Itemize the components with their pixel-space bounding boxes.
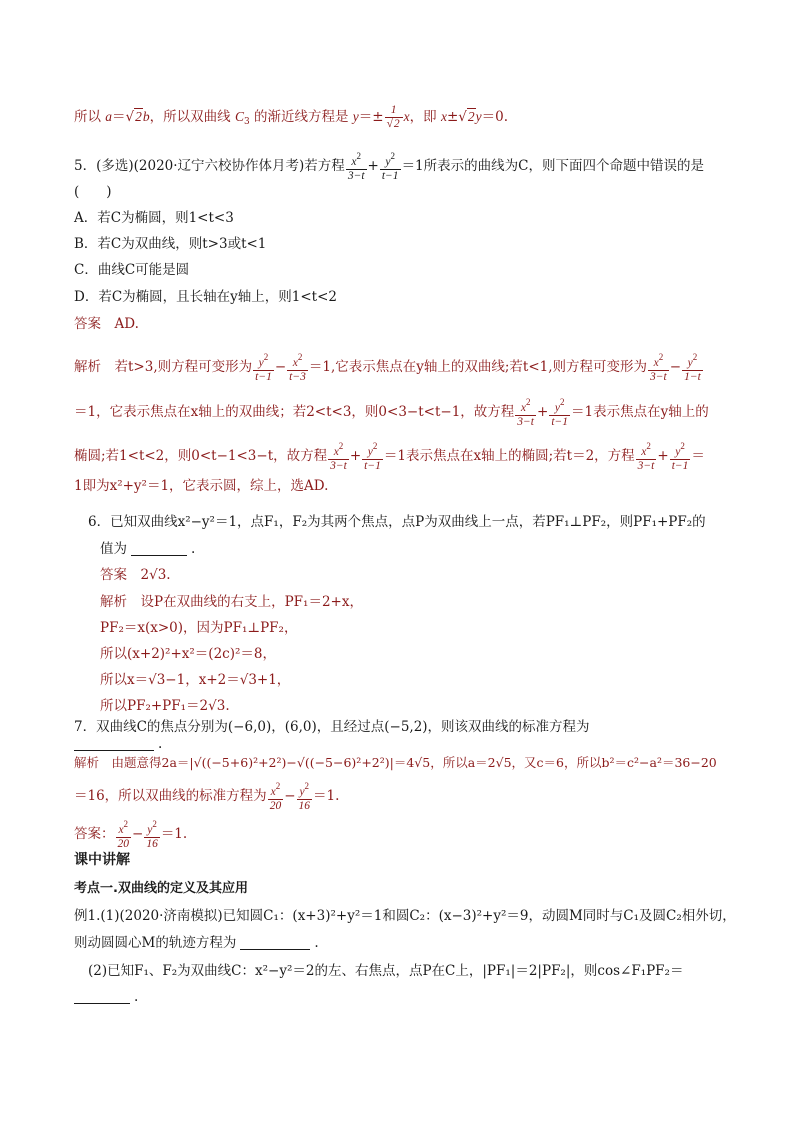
problem-7-solution-1: 解析 由题意得2a＝|√((−5+6)²+2²)−√((−5−6)²+2²)|＝4√5，所以a＝2√5，又c＝6，所以b²＝c²−a²＝36−20 — [74, 755, 717, 770]
problem-5-bracket: ( ) — [74, 184, 112, 200]
example-1-part-2: (2)已知F₁、F₂为双曲线C：x²−y²＝2的左、右焦点，点P在C上，|PF₁|＝2|PF₂|，则cos∠F₁PF₂＝ — [88, 963, 684, 979]
problem-5-solution-4: 1即为x²+y²＝1，它表示圆，综上，选AD. — [74, 478, 329, 494]
topic-heading: 考点一.双曲线的定义及其应用 — [74, 881, 248, 896]
problem-5-answer: 答案 AD. — [74, 316, 139, 332]
answer-blank — [240, 935, 310, 950]
problem-6-solution-2: PF₂＝x(x>0)，因为PF₁⊥PF₂， — [100, 620, 298, 636]
example-1-part-2-blank: . — [74, 988, 734, 1006]
problem-6-blank-line: 值为 . — [100, 541, 196, 557]
section-heading: 课中讲解 — [74, 852, 130, 868]
problem-6-solution-5: 所以PF₂+PF₁＝2√3. — [100, 698, 230, 714]
problem-7-solution-2: ＝16，所以双曲线的标准方程为 $\frac{x^2}{20}$ − $\frac{y^2}{16}$ ＝1. — [74, 781, 340, 812]
problem-5-solution-3: 椭圆;若1<t<2，则0<t−1<3−t，故方程 $\frac{x^2}{3-t}$ + $\frac{y^2}{t-1}$ ＝1表示焦点在x轴上的椭圆;若t＝2，方程 $\frac{x^2}{3-t}$ + $\frac{y^2}{t-1}$ ＝ — [74, 441, 705, 472]
option-b: B．若C为双曲线，则t>3或t<1 — [74, 236, 267, 252]
problem-6-solution-3: 所以(x+2)²+x²＝(2c)²＝8， — [100, 646, 276, 662]
problem-6-solution-1: 解析 设P在双曲线的右支上，PF₁＝2+x， — [100, 594, 363, 610]
problem-7-answer: 答案： $\frac{x^2}{20}$ − $\frac{y^2}{16}$ ＝1. — [74, 819, 188, 850]
example-1-part-1-blank: 则动圆圆心M的轨迹方程为 . — [74, 935, 319, 951]
problem-5-stem: 5．(多选)(2020·辽宁六校协作体月考)若方程 $\frac{x^2}{3-t}$ + $\frac{y^2}{t-1}$ ＝1所表示的曲线为C，则下面四个命题中错误的是 — [74, 151, 704, 182]
option-a: A．若C为椭圆，则1<t<3 — [74, 210, 234, 226]
problem-6-solution-4: 所以x＝√3−1，x+2＝√3+1， — [100, 672, 291, 688]
problem-7-blank-line: . — [74, 735, 734, 753]
problem-6-stem: 6．已知双曲线x²−y²＝1，点F₁，F₂为其两个焦点，点P为双曲线上一点，若PF₁⊥PF₂，则PF₁+PF₂的 — [88, 514, 706, 530]
solution-line-asymptote: 所以 a＝√2b，所以双曲线 $C_3$ 的渐近线方程是 y＝± $\frac{1}{√2}$ x，即 x±√2y＝0. — [74, 104, 509, 130]
example-1-part-1: 例1.(1)(2020·济南模拟)已知圆C₁：(x+3)²+y²＝1和圆C₂：(x−3)²+y²＝9，动圆M同时与C₁及圆C₂相外切， — [74, 908, 736, 924]
problem-5-solution-1: 解析 若t>3,则方程可变形为 $\frac{y^2}{t-1}$ − $\frac{x^2}{t-3}$ ＝1,它表示焦点在y轴上的双曲线;若t<1,则方程可变形为 $\frac{x^2}{3-t}$ − $\frac{y^2}{1-t}$ — [74, 352, 701, 383]
answer-blank — [131, 541, 187, 556]
answer-blank — [74, 736, 154, 751]
answer-blank — [74, 989, 130, 1004]
problem-7-stem: 7．双曲线C的焦点分别为(−6,0)，(6,0)，且经过点(−5,2)，则该双曲线的标准方程为 — [74, 719, 590, 735]
problem-6-answer: 答案 2√3. — [100, 567, 171, 583]
option-c: C．曲线C可能是圆 — [74, 262, 190, 278]
problem-5-solution-2: ＝1，它表示焦点在x轴上的双曲线；若2<t<3，则0<3−t<t−1，故方程 $\frac{x^2}{3-t}$ + $\frac{y^2}{t-1}$ ＝1表示焦点在y轴上的 — [74, 397, 709, 428]
option-d: D．若C为椭圆，且长轴在y轴上，则1<t<2 — [74, 289, 338, 305]
